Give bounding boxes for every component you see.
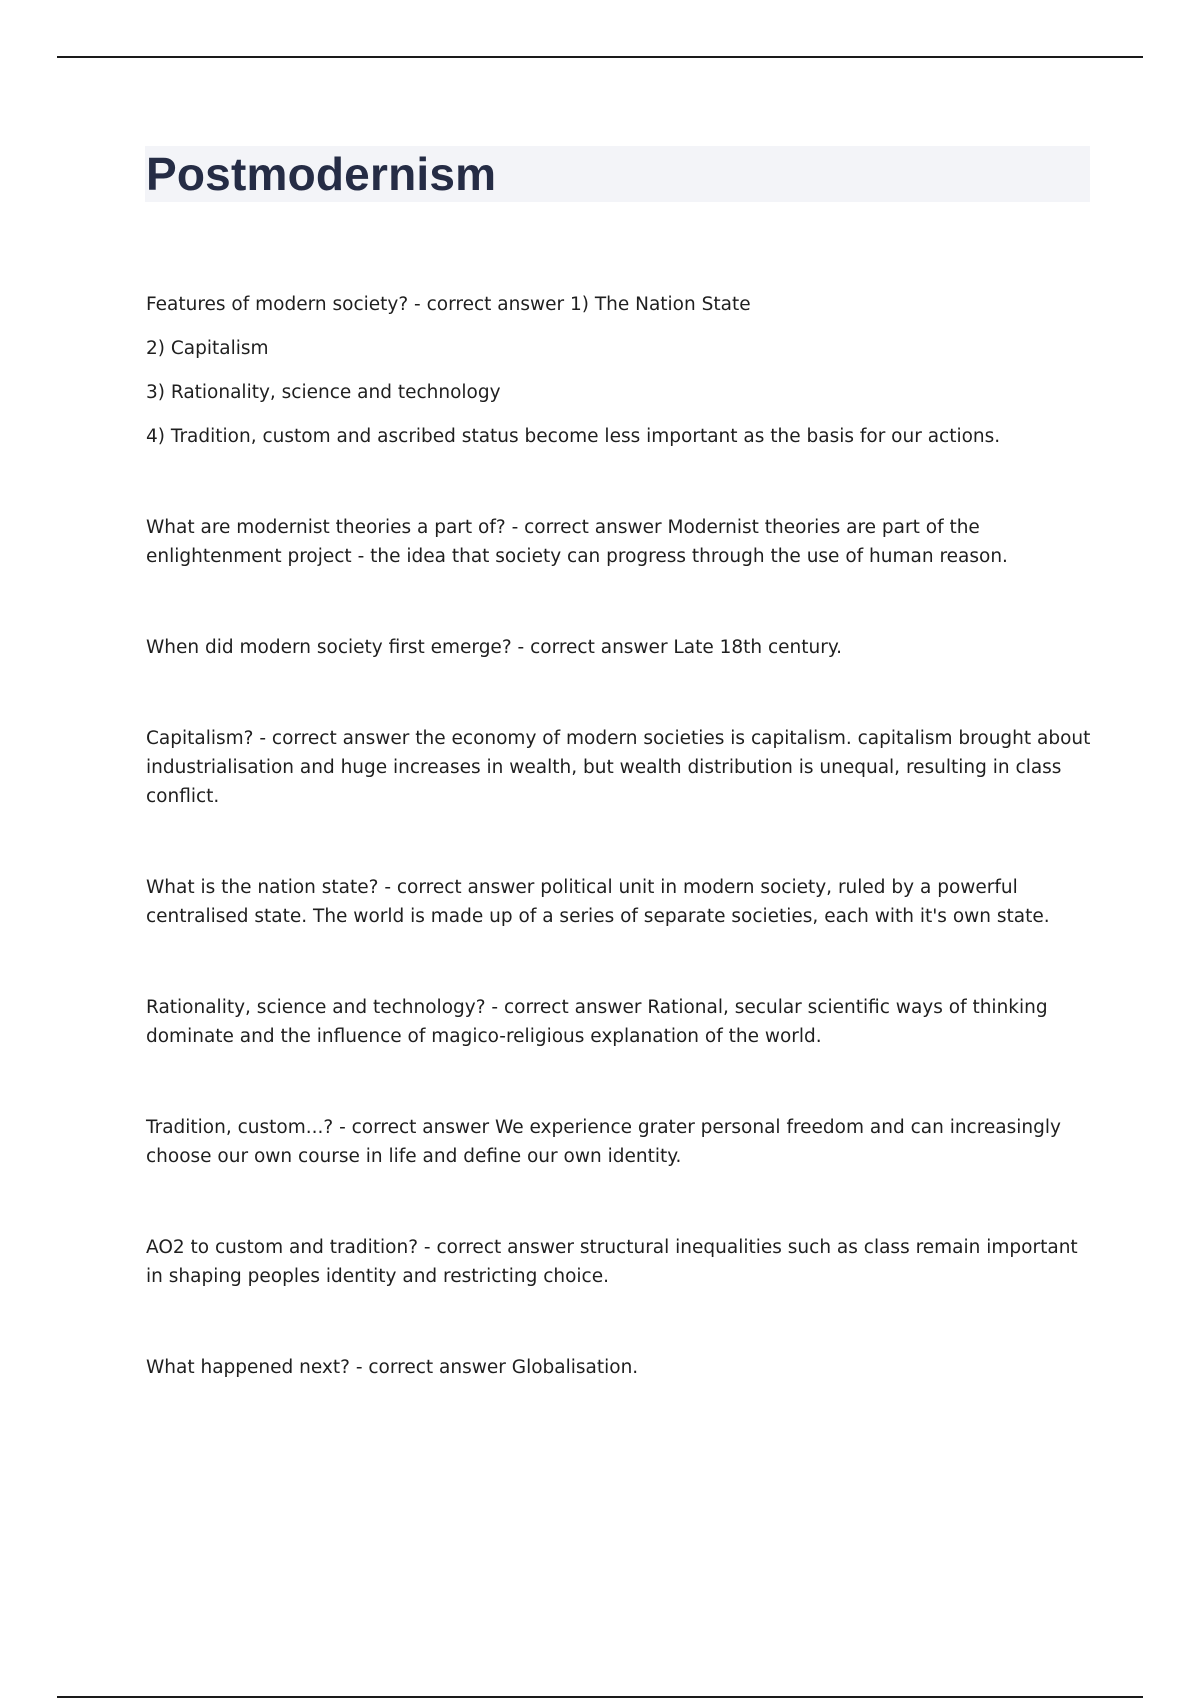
qa-question-line: Features of modern society? - correct answer 1) The Nation State — [146, 294, 751, 315]
qa-text: What is the nation state? - correct answer political unit in modern society, ruled by a powerful centralised state. The world is made up of a series of separate societies, each with it's own state. — [146, 877, 1050, 927]
qa-item — [146, 633, 1091, 662]
qa-item — [146, 873, 1091, 931]
qa-text: AO2 to custom and tradition? - correct answer structural inequalities such as class remain important in shaping peoples identity and restricting choice. — [146, 1237, 1078, 1287]
qa-item — [146, 513, 1091, 571]
top-rule — [57, 56, 1143, 58]
qa-text: Tradition, custom...? - correct answer We experience grater personal freedom and can increasingly choose our own course in life and define our own identity. — [146, 1117, 1061, 1167]
qa-text: What happened next? - correct answer Globalisation. — [146, 1357, 639, 1378]
qa-text: Capitalism? - correct answer the economy of modern societies is capitalism. capitalism brought about industrialisation and huge increases in wealth, but wealth distribution is unequal, resulting in class conflict. — [146, 728, 1091, 807]
list-item: 2) Capitalism — [146, 338, 269, 359]
list-item: 3) Rationality, science and technology — [146, 382, 501, 403]
qa-item — [146, 1233, 1091, 1291]
qa-text: When did modern society first emerge? - correct answer Late 18th century. — [146, 637, 843, 658]
qa-item-features — [146, 290, 1091, 451]
qa-item — [146, 1113, 1091, 1171]
qa-item — [146, 1353, 1091, 1382]
list-item: 4) Tradition, custom and ascribed status become less important as the basis for our actions. — [146, 426, 1001, 447]
qa-item — [146, 724, 1091, 811]
qa-text: What are modernist theories a part of? - correct answer Modernist theories are part of the enlightenment project - the idea that society can progress through the use of human reason. — [146, 517, 1008, 567]
bottom-rule — [57, 1696, 1143, 1698]
page-title: Postmodernism — [146, 148, 497, 200]
qa-text: Rationality, science and technology? - correct answer Rational, secular scientific ways of thinking dominate and the influence of magico-religious explanation of the world. — [146, 997, 1048, 1047]
qa-item — [146, 993, 1091, 1051]
document-body — [146, 290, 1091, 1444]
